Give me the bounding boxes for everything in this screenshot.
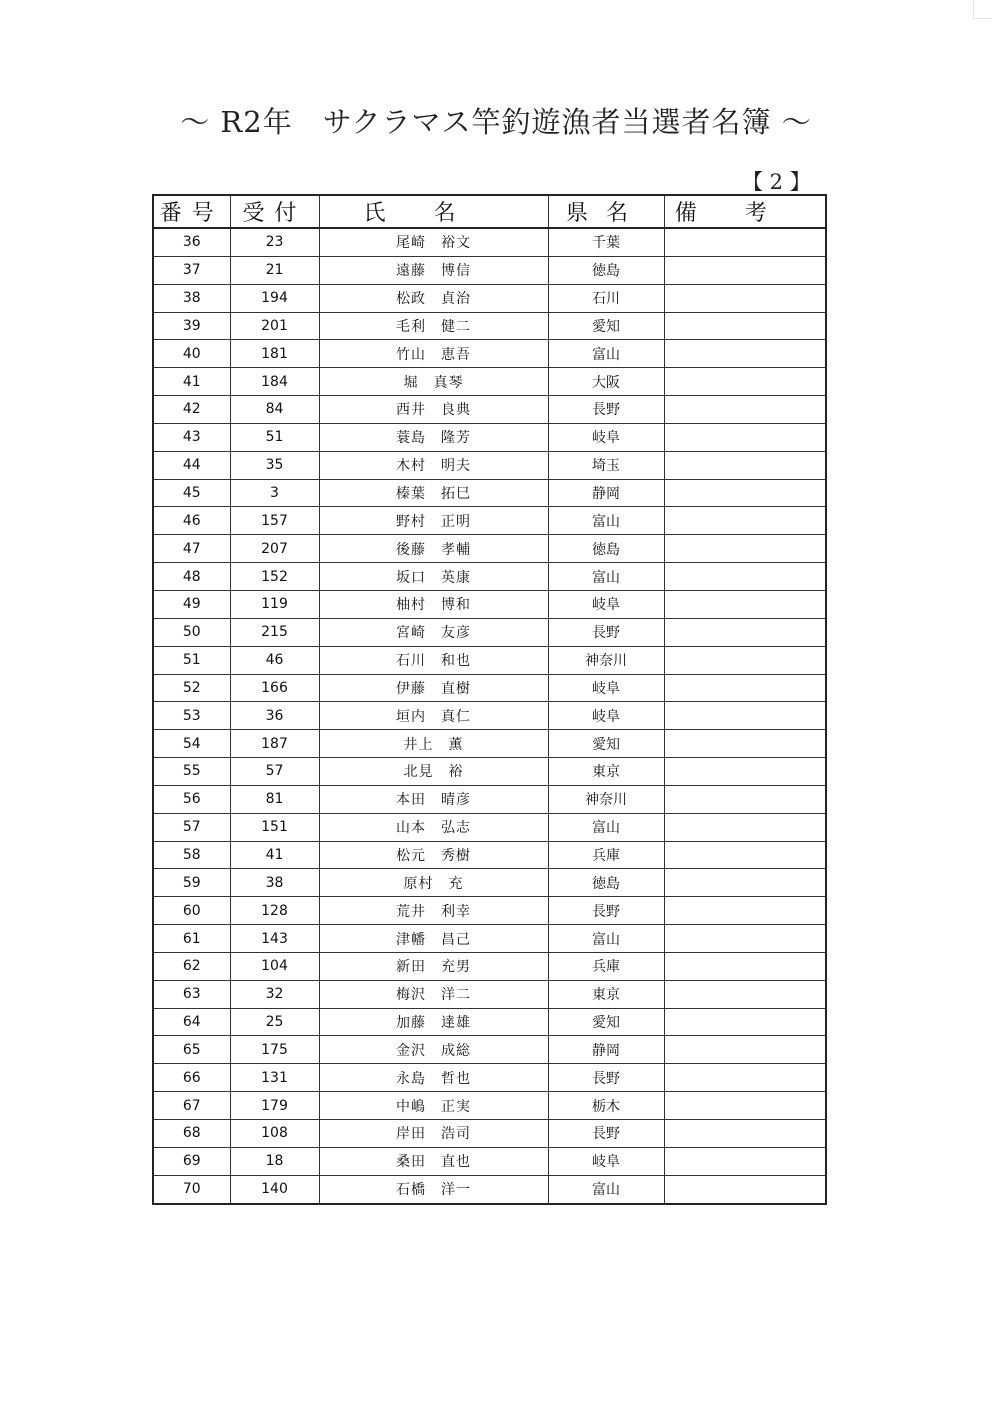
table-row	[153, 869, 826, 897]
table-row	[153, 785, 826, 813]
cell-remarks	[664, 340, 826, 368]
table-row	[153, 980, 826, 1008]
table-row	[153, 368, 826, 396]
cell-name: 後藤 孝輔	[319, 535, 548, 563]
cell-remarks	[664, 507, 826, 535]
cell-remarks	[664, 563, 826, 591]
cell-name: 石橋 洋一	[319, 1175, 548, 1203]
cell-number: 63	[153, 980, 230, 1008]
table-row	[153, 535, 826, 563]
cell-number: 36	[153, 228, 230, 256]
cell-prefecture: 岐阜	[548, 702, 664, 730]
cell-name: 尾崎 裕文	[319, 228, 548, 256]
cell-name: 西井 良典	[319, 396, 548, 424]
cell-remarks	[664, 925, 826, 953]
cell-receipt: 18	[230, 1147, 319, 1175]
cell-name: 加藤 達雄	[319, 1008, 548, 1036]
cell-name: 井上 薫	[319, 730, 548, 758]
cell-prefecture: 富山	[548, 507, 664, 535]
cell-remarks	[664, 256, 826, 284]
document-title: ～ R2年 サクラマス竿釣遊漁者当選者名簿 ～	[180, 105, 812, 139]
cell-prefecture: 栃木	[548, 1092, 664, 1120]
cell-name: 梅沢 洋二	[319, 980, 548, 1008]
cell-receipt: 57	[230, 758, 319, 786]
cell-receipt: 25	[230, 1008, 319, 1036]
cell-receipt: 119	[230, 590, 319, 618]
cell-prefecture: 千葉	[548, 228, 664, 256]
table-row	[153, 312, 826, 340]
cell-remarks	[664, 1008, 826, 1036]
cell-name: 柚村 博和	[319, 590, 548, 618]
cell-remarks	[664, 618, 826, 646]
cell-number: 60	[153, 897, 230, 925]
cell-receipt: 151	[230, 813, 319, 841]
cell-prefecture: 富山	[548, 340, 664, 368]
cell-remarks	[664, 368, 826, 396]
table-row	[153, 479, 826, 507]
table-row	[153, 451, 826, 479]
cell-remarks	[664, 730, 826, 758]
cell-number: 39	[153, 312, 230, 340]
cell-prefecture: 富山	[548, 925, 664, 953]
cell-remarks	[664, 1036, 826, 1064]
cell-remarks	[664, 590, 826, 618]
cell-prefecture: 岐阜	[548, 590, 664, 618]
cell-number: 58	[153, 841, 230, 869]
cell-number: 65	[153, 1036, 230, 1064]
cell-prefecture: 兵庫	[548, 841, 664, 869]
cell-receipt: 41	[230, 841, 319, 869]
cell-number: 66	[153, 1064, 230, 1092]
table-row	[153, 507, 826, 535]
cell-prefecture: 長野	[548, 396, 664, 424]
cell-receipt: 21	[230, 256, 319, 284]
cell-prefecture: 神奈川	[548, 785, 664, 813]
cell-receipt: 201	[230, 312, 319, 340]
header-receipt: 受付	[230, 195, 319, 228]
cell-name: 毛利 健二	[319, 312, 548, 340]
table-row	[153, 423, 826, 451]
cell-number: 48	[153, 563, 230, 591]
cell-prefecture: 徳島	[548, 256, 664, 284]
cell-receipt: 38	[230, 869, 319, 897]
cell-receipt: 3	[230, 479, 319, 507]
cell-receipt: 194	[230, 284, 319, 312]
cell-name: 伊藤 直樹	[319, 674, 548, 702]
table-row	[153, 1120, 826, 1148]
cell-receipt: 140	[230, 1175, 319, 1203]
cell-remarks	[664, 758, 826, 786]
cell-number: 64	[153, 1008, 230, 1036]
table-row	[153, 396, 826, 424]
cell-number: 51	[153, 646, 230, 674]
cell-number: 49	[153, 590, 230, 618]
cell-name: 山本 弘志	[319, 813, 548, 841]
cell-number: 44	[153, 451, 230, 479]
table-row	[153, 1147, 826, 1175]
cell-name: 中嶋 正実	[319, 1092, 548, 1120]
cell-receipt: 35	[230, 451, 319, 479]
cell-number: 54	[153, 730, 230, 758]
header-prefecture: 県名	[548, 195, 664, 228]
cell-number: 38	[153, 284, 230, 312]
cell-name: 北見 裕	[319, 758, 548, 786]
cell-name: 松元 秀樹	[319, 841, 548, 869]
cell-name: 遠藤 博信	[319, 256, 548, 284]
cell-name: 木村 明夫	[319, 451, 548, 479]
cell-name: 金沢 成総	[319, 1036, 548, 1064]
cell-number: 40	[153, 340, 230, 368]
cell-remarks	[664, 1092, 826, 1120]
cell-prefecture: 静岡	[548, 1036, 664, 1064]
cell-prefecture: 大阪	[548, 368, 664, 396]
table-row	[153, 1064, 826, 1092]
cell-number: 43	[153, 423, 230, 451]
table-row	[153, 841, 826, 869]
cell-prefecture: 岐阜	[548, 423, 664, 451]
cell-remarks	[664, 1064, 826, 1092]
cell-receipt: 104	[230, 952, 319, 980]
cell-prefecture: 富山	[548, 563, 664, 591]
table-row	[153, 590, 826, 618]
cell-remarks	[664, 813, 826, 841]
cell-receipt: 131	[230, 1064, 319, 1092]
cell-receipt: 32	[230, 980, 319, 1008]
cell-name: 松政 貞治	[319, 284, 548, 312]
table-row	[153, 897, 826, 925]
cell-prefecture: 神奈川	[548, 646, 664, 674]
cell-receipt: 181	[230, 340, 319, 368]
cell-receipt: 128	[230, 897, 319, 925]
cell-receipt: 84	[230, 396, 319, 424]
cell-number: 47	[153, 535, 230, 563]
cell-remarks	[664, 674, 826, 702]
cell-receipt: 175	[230, 1036, 319, 1064]
table-row	[153, 256, 826, 284]
header-remarks: 備考	[664, 195, 826, 228]
table-row	[153, 925, 826, 953]
table-row	[153, 563, 826, 591]
cell-remarks	[664, 980, 826, 1008]
cell-remarks	[664, 841, 826, 869]
cell-receipt: 108	[230, 1120, 319, 1148]
cell-remarks	[664, 312, 826, 340]
table-row	[153, 1092, 826, 1120]
cell-remarks	[664, 897, 826, 925]
cell-number: 68	[153, 1120, 230, 1148]
cell-receipt: 157	[230, 507, 319, 535]
cell-prefecture: 徳島	[548, 869, 664, 897]
cell-remarks	[664, 952, 826, 980]
cell-prefecture: 東京	[548, 758, 664, 786]
cell-name: 津幡 昌己	[319, 925, 548, 953]
cell-name: 石川 和也	[319, 646, 548, 674]
scan-corner-mark	[973, 0, 992, 19]
cell-remarks	[664, 1120, 826, 1148]
cell-number: 41	[153, 368, 230, 396]
cell-remarks	[664, 284, 826, 312]
cell-name: 原村 充	[319, 869, 548, 897]
cell-receipt: 207	[230, 535, 319, 563]
cell-remarks	[664, 228, 826, 256]
cell-receipt: 81	[230, 785, 319, 813]
cell-prefecture: 愛知	[548, 1008, 664, 1036]
cell-prefecture: 長野	[548, 618, 664, 646]
table-body	[153, 228, 826, 1204]
cell-name: 荒井 利幸	[319, 897, 548, 925]
cell-name: 竹山 恵吾	[319, 340, 548, 368]
table-row	[153, 758, 826, 786]
cell-prefecture: 兵庫	[548, 952, 664, 980]
cell-prefecture: 岐阜	[548, 674, 664, 702]
table-row	[153, 1175, 826, 1203]
cell-name: 宮崎 友彦	[319, 618, 548, 646]
cell-number: 45	[153, 479, 230, 507]
cell-receipt: 166	[230, 674, 319, 702]
cell-prefecture: 東京	[548, 980, 664, 1008]
cell-name: 桑田 直也	[319, 1147, 548, 1175]
cell-prefecture: 富山	[548, 813, 664, 841]
cell-name: 新田 充男	[319, 952, 548, 980]
cell-name: 垣内 真仁	[319, 702, 548, 730]
cell-name: 蓑島 隆芳	[319, 423, 548, 451]
cell-receipt: 23	[230, 228, 319, 256]
cell-name: 岸田 浩司	[319, 1120, 548, 1148]
cell-prefecture: 徳島	[548, 535, 664, 563]
cell-number: 61	[153, 925, 230, 953]
cell-name: 坂口 英康	[319, 563, 548, 591]
table-row	[153, 730, 826, 758]
cell-number: 67	[153, 1092, 230, 1120]
table-row	[153, 1008, 826, 1036]
table-row	[153, 702, 826, 730]
cell-prefecture: 長野	[548, 897, 664, 925]
table-row	[153, 228, 826, 256]
header-number: 番号	[153, 195, 230, 228]
page-number: 【 2 】	[742, 170, 811, 194]
table-row	[153, 284, 826, 312]
cell-prefecture: 岐阜	[548, 1147, 664, 1175]
cell-remarks	[664, 1175, 826, 1203]
cell-remarks	[664, 785, 826, 813]
cell-number: 70	[153, 1175, 230, 1203]
cell-name: 榛葉 拓巳	[319, 479, 548, 507]
cell-receipt: 46	[230, 646, 319, 674]
cell-receipt: 143	[230, 925, 319, 953]
cell-receipt: 187	[230, 730, 319, 758]
cell-number: 50	[153, 618, 230, 646]
table-row	[153, 952, 826, 980]
table-row	[153, 813, 826, 841]
table-row	[153, 646, 826, 674]
cell-prefecture: 石川	[548, 284, 664, 312]
cell-receipt: 51	[230, 423, 319, 451]
cell-number: 62	[153, 952, 230, 980]
cell-remarks	[664, 869, 826, 897]
table-header-row	[153, 195, 826, 228]
header-name: 氏名	[319, 195, 548, 228]
cell-prefecture: 富山	[548, 1175, 664, 1203]
cell-prefecture: 愛知	[548, 730, 664, 758]
cell-number: 57	[153, 813, 230, 841]
cell-number: 46	[153, 507, 230, 535]
cell-number: 55	[153, 758, 230, 786]
cell-remarks	[664, 535, 826, 563]
cell-prefecture: 埼玉	[548, 451, 664, 479]
cell-receipt: 36	[230, 702, 319, 730]
cell-number: 53	[153, 702, 230, 730]
cell-prefecture: 長野	[548, 1120, 664, 1148]
table-row	[153, 1036, 826, 1064]
cell-remarks	[664, 451, 826, 479]
winners-table	[152, 194, 827, 1205]
cell-prefecture: 愛知	[548, 312, 664, 340]
cell-number: 37	[153, 256, 230, 284]
cell-remarks	[664, 423, 826, 451]
cell-remarks	[664, 702, 826, 730]
table-row	[153, 340, 826, 368]
cell-name: 堀 真琴	[319, 368, 548, 396]
cell-prefecture: 静岡	[548, 479, 664, 507]
cell-remarks	[664, 396, 826, 424]
cell-remarks	[664, 479, 826, 507]
cell-number: 59	[153, 869, 230, 897]
cell-remarks	[664, 646, 826, 674]
cell-name: 本田 晴彦	[319, 785, 548, 813]
cell-number: 56	[153, 785, 230, 813]
cell-prefecture: 長野	[548, 1064, 664, 1092]
cell-receipt: 179	[230, 1092, 319, 1120]
cell-receipt: 184	[230, 368, 319, 396]
cell-receipt: 215	[230, 618, 319, 646]
table-row	[153, 674, 826, 702]
cell-receipt: 152	[230, 563, 319, 591]
cell-remarks	[664, 1147, 826, 1175]
cell-name: 永島 哲也	[319, 1064, 548, 1092]
table-row	[153, 618, 826, 646]
cell-number: 69	[153, 1147, 230, 1175]
cell-name: 野村 正明	[319, 507, 548, 535]
cell-number: 42	[153, 396, 230, 424]
cell-number: 52	[153, 674, 230, 702]
